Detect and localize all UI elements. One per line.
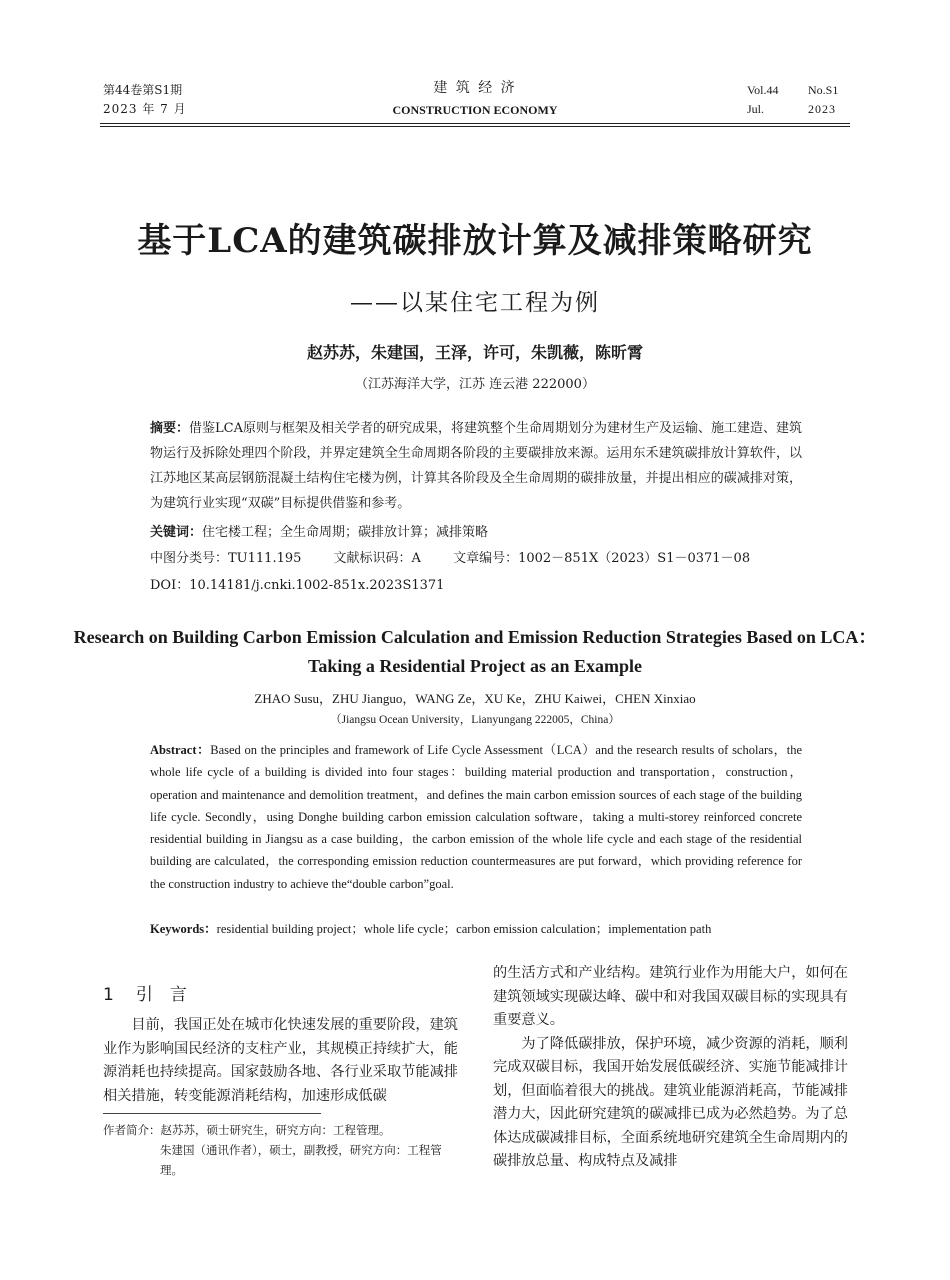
- abstract-cn-text: 借鉴LCA原则与框架及相关学者的研究成果，将建筑整个生命周期划分为建材生产及运输、施工建造、建筑物运行及拆除处理四个阶段，并界定建筑全生命周期各阶段的主要碳排放来源。运用东禾建筑碳排放计算软件，以江苏地区某高层钢筋混凝土结构住宅楼为例，计算其各阶段及全生命周期的碳排放量，并提出相应的碳减排对策，为建筑行业实现“双碳”目标提供借鉴和参考。: [150, 421, 802, 511]
- keywords-cn-text: 住宅楼工程；全生命周期；碳排放计算；减排策略: [202, 525, 489, 540]
- classification-row: [150, 549, 810, 569]
- authors-cn: 赵苏苏，朱建国，王泽，许可，朱凯薇，陈昕霄: [306, 343, 643, 362]
- paper-subtitle-cn: ——以某住宅工程为例: [350, 290, 600, 316]
- footnote-line: 作者简介：赵苏苏，硕士研究生，研究方向：工程管理。: [103, 1123, 391, 1137]
- footnote-line: 朱建国（通讯作者），硕士，副教授，研究方向：工程管理。: [160, 1143, 442, 1177]
- article-number: 文章编号：1002－851X（2023）S1－0371－08: [453, 551, 751, 566]
- abstract-cn: [150, 416, 802, 516]
- header-month: Jul.: [747, 102, 765, 116]
- body-right-column: [493, 962, 848, 1174]
- journal-name-en: CONSTRUCTION ECONOMY: [392, 103, 558, 117]
- keywords-en-label: Keywords：: [150, 922, 217, 936]
- affiliation-en: （Jiangsu Ocean University，Lianyungang 222005，China）: [330, 714, 620, 726]
- doi: DOI：10.14181/j.cnki.1002-851x.2023S1371: [150, 578, 445, 593]
- body-paragraph: 为了降低碳排放，保护环境，减少资源的消耗，顺利完成双碳目标，我国开始发展低碳经济、实施节能减排计划，但面临着很大的挑战。建筑业能源消耗高，节能减排潜力大，因此研究建筑的碳减排已成为必然趋势。为了总体达成碳减排目标，全面系统地研究建筑全生命周期内的碳排放总量、构成特点及减排: [493, 1035, 848, 1169]
- section-heading: [103, 980, 209, 1005]
- abstract-cn-label: 摘要：: [150, 421, 190, 436]
- paper-title-cn: 基于LCA的建筑碳排放计算及减排策略研究: [137, 221, 813, 261]
- body-paragraph: 的生活方式和产业结构。建筑行业作为用能大户，如何在建筑领域实现碳达峰、碳中和对我国双碳目标的实现具有重要意义。: [493, 965, 848, 1028]
- affiliation-cn: （江苏海洋大学，江苏 连云港 222000）: [355, 377, 595, 392]
- authors-en: ZHAO Susu，ZHU Jianguo，WANG Ze，XU Ke，ZHU Kaiwei，CHEN Xinxiao: [254, 691, 696, 706]
- header-rule-top: [100, 123, 850, 124]
- header-volume: Vol.44: [747, 83, 779, 97]
- abstract-en: [150, 739, 802, 895]
- header-rule-bottom: [100, 126, 850, 127]
- body-paragraph: 目前，我国正处在城市化快速发展的重要阶段，建筑业作为影响国民经济的支柱产业，其规模正持续扩大，能源消耗也持续提高。国家鼓励各地、各行业采取节能减排相关措施，转变能源消耗结构，加速形成低碳: [103, 1017, 458, 1104]
- keywords-en-text: residential building project；whole life cycle；carbon emission calculation；implementation path: [216, 922, 712, 936]
- body-left-column: [103, 1014, 458, 1108]
- journal-name-cn: 建 筑 经 济: [433, 80, 517, 96]
- abstract-en-text: Based on the principles and framework of Life Cycle Assessment（LCA）and the research results of scholars，the whole life cycle of a building is divided into four stages：building material production and transportation，construction，operation and maintenance and demolition treatment，and defines the main carbon emission sources of each stage of the building life cycle. Secondly，using Donghe building carbon emission calculation software，taking a multi-storey reinforced concrete residential building in Jiangsu as a case building，the carbon emission of the whole life cycle and each stage of the residential building are calculated，the corresponding emission reduction countermeasures are put forward，which providing reference for the construction industry to achieve the“double carbon”goal.: [150, 743, 803, 891]
- header-date: 2023 年 7 月: [103, 102, 187, 116]
- keywords-cn-label: 关键词：: [150, 525, 203, 540]
- section-number: 1: [103, 985, 114, 1005]
- abstract-en-label: Abstract：: [150, 743, 211, 757]
- document-code: 文献标识码：A: [333, 551, 421, 566]
- paper-title-en: Research on Building Carbon Emission Calculation and Emission Reduction Strategies Based on LCA：Taking a Residential Project as an Example: [73, 627, 877, 676]
- keywords-en: [150, 918, 850, 940]
- section-title: 引 言: [135, 985, 187, 1005]
- clc-number: 中图分类号：TU111.195: [150, 551, 302, 566]
- header-year: 2023: [808, 102, 836, 116]
- footnote: [103, 1120, 463, 1180]
- keywords-cn: [150, 523, 810, 543]
- header-number: No.S1: [808, 83, 839, 97]
- footnote-rule: [103, 1113, 321, 1114]
- header-issue: 第44卷第S1期: [103, 83, 183, 97]
